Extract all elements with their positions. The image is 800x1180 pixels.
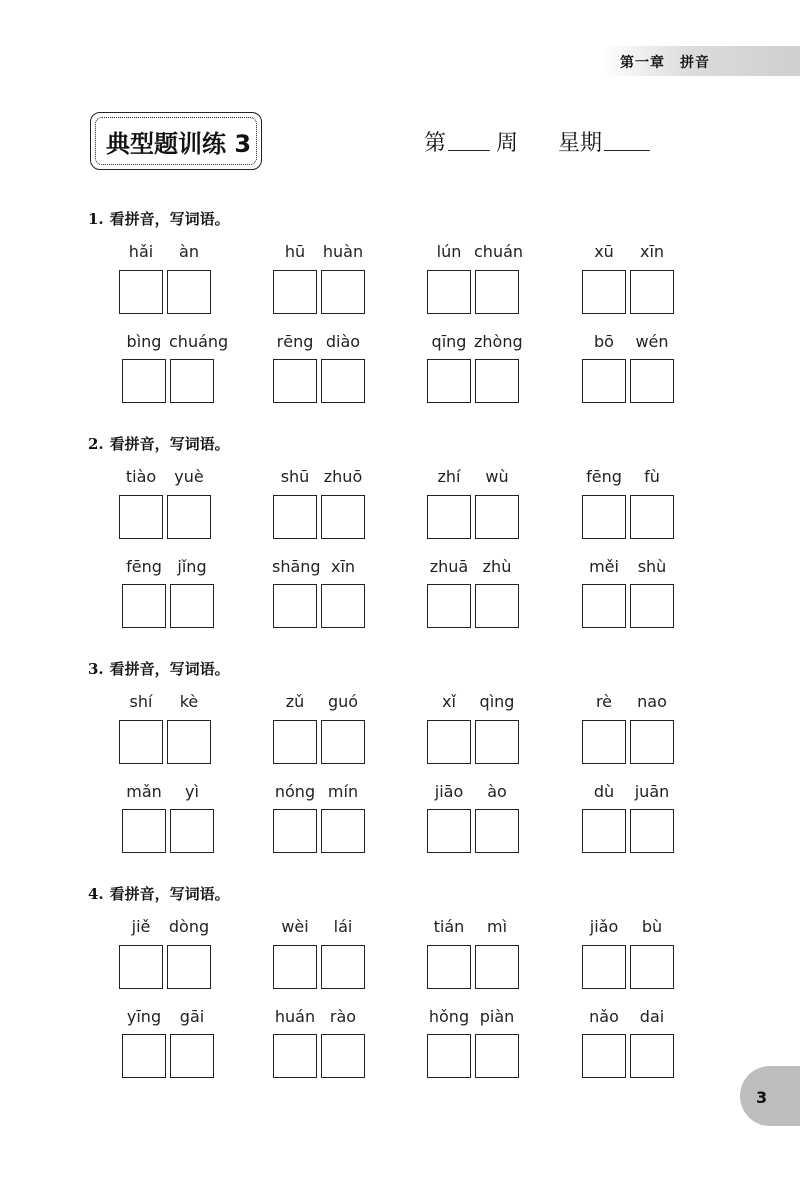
- question-instruction: 看拼音，写词语。: [109, 210, 230, 228]
- character-answer-box[interactable]: [273, 359, 317, 403]
- pinyin-syllable: bù: [641, 917, 663, 936]
- pinyin-syllable: wén: [635, 332, 669, 351]
- pinyin-syllable: qīng: [431, 332, 467, 351]
- character-answer-box[interactable]: [122, 584, 166, 628]
- pinyin-syllable: xīn: [330, 557, 356, 576]
- character-answer-box[interactable]: [427, 1034, 471, 1078]
- pinyin-syllable: tiào: [125, 467, 157, 486]
- question-instruction: 看拼音，写词语。: [109, 435, 230, 453]
- character-answer-box[interactable]: [582, 1034, 626, 1078]
- pinyin-syllable: hū: [284, 242, 306, 261]
- character-answer-box[interactable]: [273, 1034, 317, 1078]
- pinyin-syllable: piàn: [479, 1007, 515, 1026]
- character-answer-box[interactable]: [475, 1034, 519, 1078]
- character-answer-box[interactable]: [321, 809, 365, 853]
- character-answer-box[interactable]: [427, 809, 471, 853]
- character-answer-box[interactable]: [630, 584, 674, 628]
- pinyin-syllable: hǎi: [128, 242, 154, 261]
- page-tab: [740, 1066, 800, 1126]
- character-answer-box[interactable]: [630, 495, 674, 539]
- character-answer-box[interactable]: [427, 270, 471, 314]
- pinyin-syllable: mín: [327, 782, 359, 801]
- character-answer-box[interactable]: [122, 1034, 166, 1078]
- pinyin-syllable: xū: [594, 242, 614, 261]
- character-answer-box[interactable]: [427, 359, 471, 403]
- question-number: 1.: [88, 210, 104, 228]
- pinyin-syllable: rào: [329, 1007, 357, 1026]
- page-title: 典型题训练 3: [106, 130, 252, 158]
- pinyin-syllable: chuán: [474, 242, 524, 261]
- question-instruction: 看拼音，写词语。: [109, 660, 230, 678]
- character-answer-box[interactable]: [582, 270, 626, 314]
- weekday-label: 星期: [558, 131, 603, 156]
- pinyin-syllable: zhù: [482, 557, 512, 576]
- character-answer-box[interactable]: [630, 945, 674, 989]
- character-answer-box[interactable]: [475, 720, 519, 764]
- pinyin-syllable: xīn: [639, 242, 665, 261]
- pinyin-syllable: xǐ: [442, 692, 456, 711]
- character-answer-box[interactable]: [582, 809, 626, 853]
- character-answer-box[interactable]: [321, 359, 365, 403]
- pinyin-syllable: jiě: [131, 917, 151, 936]
- character-answer-box[interactable]: [167, 270, 211, 314]
- character-answer-box[interactable]: [119, 270, 163, 314]
- character-answer-box[interactable]: [273, 809, 317, 853]
- character-answer-box[interactable]: [273, 945, 317, 989]
- character-answer-box[interactable]: [630, 359, 674, 403]
- character-answer-box[interactable]: [167, 495, 211, 539]
- character-answer-box[interactable]: [119, 945, 163, 989]
- question-instruction: 看拼音，写词语。: [109, 885, 230, 903]
- character-answer-box[interactable]: [321, 584, 365, 628]
- character-answer-box[interactable]: [475, 809, 519, 853]
- character-answer-box[interactable]: [170, 359, 214, 403]
- character-answer-box[interactable]: [582, 584, 626, 628]
- character-answer-box[interactable]: [321, 1034, 365, 1078]
- character-answer-box[interactable]: [582, 720, 626, 764]
- character-answer-box[interactable]: [630, 270, 674, 314]
- character-answer-box[interactable]: [427, 720, 471, 764]
- character-answer-box[interactable]: [582, 945, 626, 989]
- pinyin-syllable: nǎo: [589, 1007, 619, 1026]
- pinyin-syllable: wèi: [281, 917, 309, 936]
- question-heading: [88, 883, 230, 904]
- character-answer-box[interactable]: [475, 495, 519, 539]
- pinyin-syllable: yì: [185, 782, 199, 801]
- pinyin-syllable: bìng: [126, 332, 162, 351]
- question-number: 2.: [88, 435, 104, 453]
- character-answer-box[interactable]: [630, 720, 674, 764]
- pinyin-syllable: qìng: [479, 692, 515, 711]
- pinyin-syllable: shù: [637, 557, 667, 576]
- pinyin-syllable: chuáng: [169, 332, 229, 351]
- pinyin-syllable: guó: [327, 692, 359, 711]
- pinyin-syllable: rēng: [276, 332, 314, 351]
- pinyin-syllable: yuè: [174, 467, 204, 486]
- character-answer-box[interactable]: [582, 359, 626, 403]
- question-number: 3.: [88, 660, 104, 678]
- pinyin-syllable: jǐng: [177, 557, 207, 576]
- pinyin-syllable: zhuō: [323, 467, 363, 486]
- character-answer-box[interactable]: [630, 809, 674, 853]
- weekday-blank[interactable]: [604, 150, 650, 151]
- character-answer-box[interactable]: [321, 270, 365, 314]
- pinyin-syllable: tián: [433, 917, 465, 936]
- pinyin-syllable: àn: [179, 242, 199, 261]
- character-answer-box[interactable]: [582, 495, 626, 539]
- character-answer-box[interactable]: [321, 945, 365, 989]
- page-number: 3: [756, 1088, 768, 1107]
- pinyin-syllable: nao: [637, 692, 667, 711]
- pinyin-syllable: fù: [644, 467, 660, 486]
- pinyin-syllable: ào: [487, 782, 507, 801]
- pinyin-syllable: dù: [593, 782, 615, 801]
- pinyin-syllable: hǒng: [428, 1007, 470, 1026]
- pinyin-syllable: zhí: [437, 467, 461, 486]
- pinyin-syllable: wù: [485, 467, 509, 486]
- character-answer-box[interactable]: [273, 720, 317, 764]
- pinyin-syllable: mì: [486, 917, 508, 936]
- character-answer-box[interactable]: [475, 945, 519, 989]
- pinyin-syllable: rè: [595, 692, 613, 711]
- character-answer-box[interactable]: [475, 270, 519, 314]
- character-answer-box[interactable]: [630, 1034, 674, 1078]
- character-answer-box[interactable]: [170, 1034, 214, 1078]
- pinyin-syllable: dai: [639, 1007, 665, 1026]
- pinyin-syllable: yīng: [126, 1007, 162, 1026]
- character-answer-box[interactable]: [475, 359, 519, 403]
- character-answer-box[interactable]: [273, 270, 317, 314]
- pinyin-syllable: shí: [129, 692, 153, 711]
- pinyin-syllable: dòng: [168, 917, 210, 936]
- pinyin-syllable: juān: [634, 782, 670, 801]
- week-suffix: 周: [496, 131, 519, 156]
- character-answer-box[interactable]: [475, 584, 519, 628]
- pinyin-syllable: diào: [325, 332, 361, 351]
- week-prefix: 第: [424, 131, 447, 156]
- character-answer-box[interactable]: [167, 945, 211, 989]
- pinyin-syllable: huán: [274, 1007, 316, 1026]
- pinyin-syllable: jiǎo: [589, 917, 619, 936]
- character-answer-box[interactable]: [427, 584, 471, 628]
- pinyin-syllable: fēng: [126, 557, 162, 576]
- character-answer-box[interactable]: [119, 720, 163, 764]
- question-number: 4.: [88, 885, 104, 903]
- question-heading: [88, 433, 230, 454]
- character-answer-box[interactable]: [122, 809, 166, 853]
- pinyin-syllable: kè: [179, 692, 199, 711]
- pinyin-syllable: shū: [280, 467, 310, 486]
- pinyin-syllable: měi: [589, 557, 619, 576]
- character-answer-box[interactable]: [321, 720, 365, 764]
- pinyin-syllable: fēng: [586, 467, 622, 486]
- pinyin-syllable: gāi: [179, 1007, 205, 1026]
- question-heading: [88, 658, 230, 679]
- character-answer-box[interactable]: [273, 584, 317, 628]
- week-blank[interactable]: [448, 150, 490, 151]
- character-answer-box[interactable]: [427, 945, 471, 989]
- pinyin-syllable: zhuā: [429, 557, 469, 576]
- character-answer-box[interactable]: [170, 584, 214, 628]
- pinyin-syllable: zhòng: [474, 332, 523, 351]
- character-answer-box[interactable]: [273, 495, 317, 539]
- character-answer-box[interactable]: [427, 495, 471, 539]
- pinyin-syllable: lún: [436, 242, 462, 261]
- character-answer-box[interactable]: [167, 720, 211, 764]
- pinyin-syllable: zǔ: [285, 692, 305, 711]
- pinyin-syllable: nóng: [274, 782, 316, 801]
- character-answer-box[interactable]: [321, 495, 365, 539]
- pinyin-syllable: shāng: [272, 557, 321, 576]
- character-answer-box[interactable]: [122, 359, 166, 403]
- pinyin-syllable: bō: [594, 332, 614, 351]
- pinyin-syllable: lái: [333, 917, 353, 936]
- pinyin-syllable: jiāo: [434, 782, 464, 801]
- question-heading: [88, 208, 230, 229]
- pinyin-syllable: mǎn: [126, 782, 162, 801]
- chapter-header: 第一章 拼音: [620, 55, 710, 71]
- pinyin-syllable: huàn: [322, 242, 364, 261]
- character-answer-box[interactable]: [170, 809, 214, 853]
- character-answer-box[interactable]: [119, 495, 163, 539]
